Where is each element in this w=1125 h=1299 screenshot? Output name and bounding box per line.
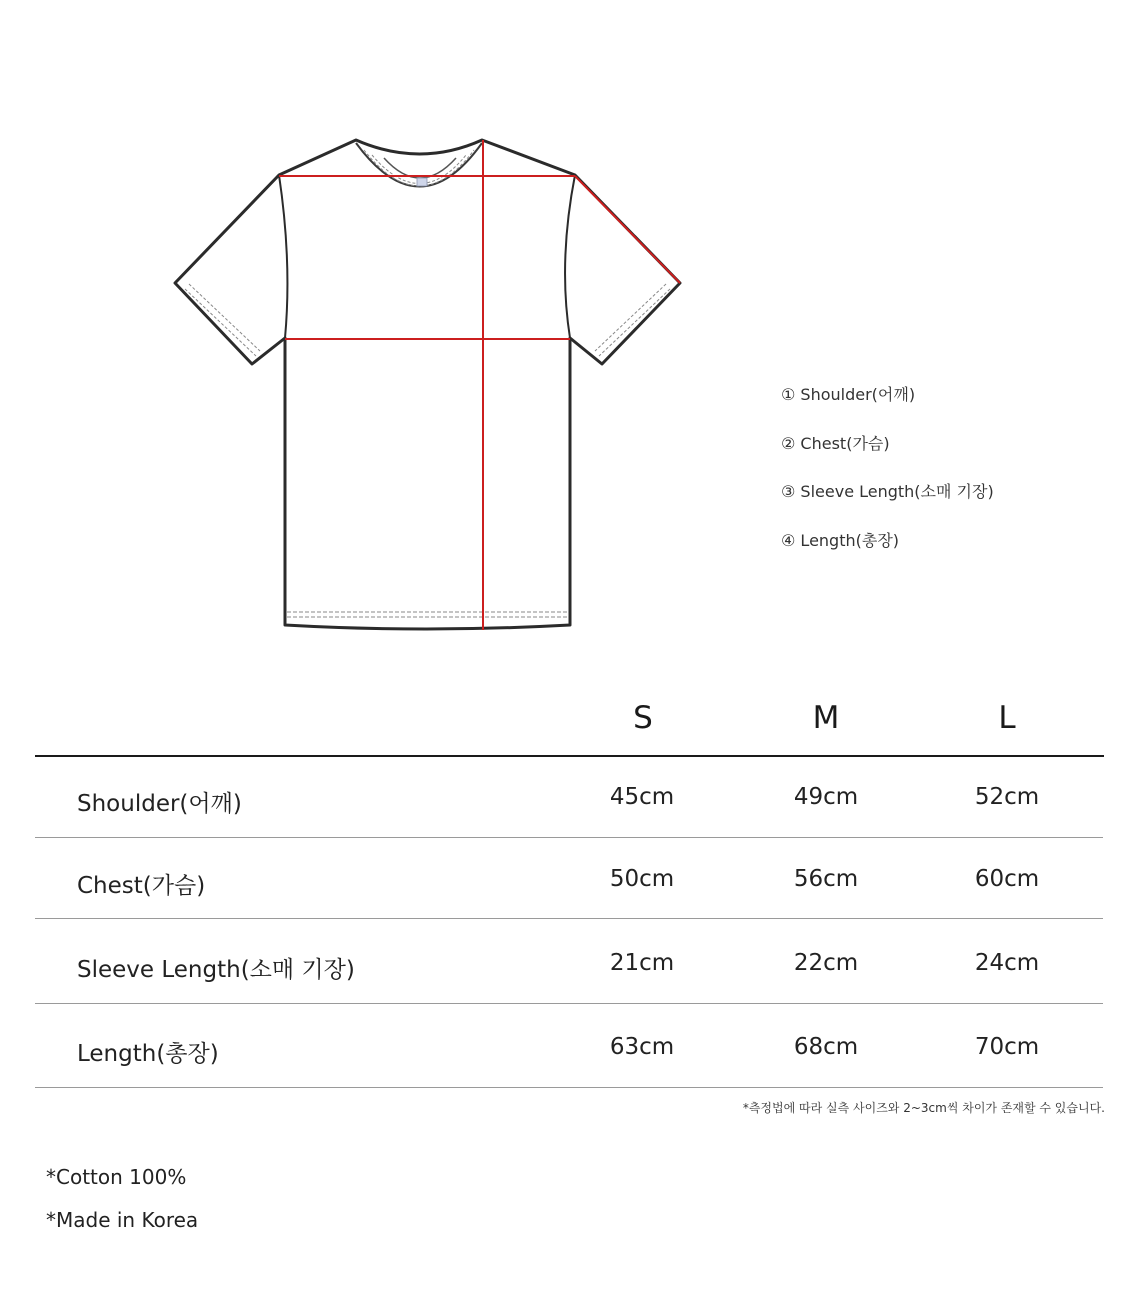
row-label-shoulder: Shoulder(어깨): [77, 791, 242, 817]
size-header-m: M: [812, 700, 840, 736]
size-header-s: S: [633, 700, 653, 736]
material-info: *Cotton 100%: [46, 1165, 187, 1189]
table-row-sleeve-length: [35, 919, 1103, 1004]
tshirt-diagram: [160, 120, 700, 645]
neck-label: [417, 178, 427, 186]
sleeve-m-value: 22cm: [793, 950, 859, 976]
chest-m-value: 56cm: [793, 866, 859, 892]
chest-l-value: 60cm: [974, 866, 1040, 892]
table-row-shoulder: [35, 757, 1103, 838]
tshirt-outline: [175, 140, 680, 629]
length-s-value: 63cm: [609, 1034, 675, 1060]
legend-chest: ② Chest(가슴): [781, 433, 890, 453]
legend-length: ④ Length(총장): [781, 530, 900, 550]
sleeve-s-value: 21cm: [609, 950, 675, 976]
table-row-chest: [35, 838, 1103, 919]
row-label-length: Length(총장): [77, 1041, 219, 1067]
length-m-value: 68cm: [793, 1034, 859, 1060]
origin-info: *Made in Korea: [46, 1208, 199, 1232]
sleeve-l-value: 24cm: [974, 950, 1040, 976]
size-header-l: L: [998, 700, 1016, 736]
measurement-legend: [781, 382, 994, 576]
row-label-chest: Chest(가슴): [77, 873, 206, 899]
length-l-value: 70cm: [974, 1034, 1040, 1060]
shoulder-m-value: 49cm: [793, 784, 859, 810]
row-label-sleeve-length: Sleeve Length(소매 기장): [77, 957, 355, 983]
legend-sleeve-length: ③ Sleeve Length(소매 기장): [781, 482, 994, 501]
chest-s-value: 50cm: [609, 866, 675, 892]
measurement-note: *측정법에 따라 실측 사이즈와 2~3cm씩 차이가 존재할 수 있습니다.: [742, 1101, 1105, 1115]
shoulder-s-value: 45cm: [609, 784, 675, 810]
table-row-length: [35, 1004, 1103, 1088]
shoulder-l-value: 52cm: [974, 784, 1040, 810]
legend-shoulder: ① Shoulder(어깨): [781, 385, 916, 404]
